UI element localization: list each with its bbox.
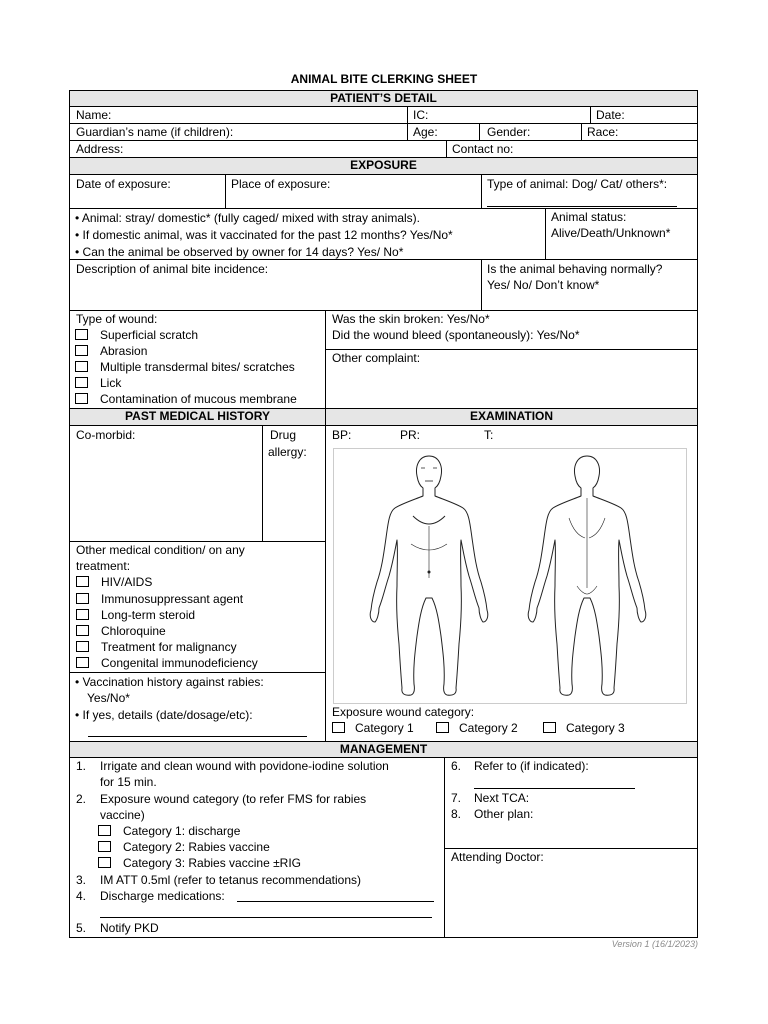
checkbox[interactable] [75,361,88,372]
checkbox[interactable] [75,329,88,340]
checkbox[interactable] [98,857,111,868]
drug-allergy-label-2: allergy: [268,445,307,459]
exam-category-3[interactable]: Category 3 [543,720,625,736]
exam-category-1[interactable]: Category 1 [332,720,414,736]
checkbox[interactable] [76,657,89,668]
date-of-exposure-field[interactable]: Date of exposure: [76,177,171,191]
observed-bullet: • Can the animal be observed by owner for 14 days? Yes/ No* [75,245,404,259]
mgmt-item-4: Discharge medications: [100,889,225,903]
mgmt-item-4-number: 4. [76,889,87,903]
condition-immunosuppressant[interactable]: Immunosuppressant agent [76,591,243,607]
guardian-name-field[interactable]: Guardian’s name (if children): [76,125,234,139]
discharge-medications-blank-2[interactable] [100,905,432,918]
checkbox[interactable] [76,641,89,652]
vaccinated-bullet: • If domestic animal, was it vaccinated for the past 12 months? Yes/No* [75,228,453,242]
temperature-field[interactable]: T: [484,428,494,442]
checkbox[interactable] [436,722,449,733]
mgmt-item-6-number: 6. [451,759,462,773]
mgmt-category-3[interactable]: Category 3: Rabies vaccine ±RIG [98,855,301,871]
pr-field[interactable]: PR: [400,428,421,442]
attending-doctor-field[interactable]: Attending Doctor: [451,850,544,864]
animal-type-bullet: • Animal: stray/ domestic* (fully caged/ mixed with stray animals). [75,211,420,225]
type-of-animal-field[interactable]: Type of animal: Dog/ Cat/ others*: [487,177,668,191]
mgmt-item-1-line-1: Irrigate and clean wound with povidone-iodine solution [100,759,389,773]
contact-field[interactable]: Contact no: [452,142,514,156]
type-of-animal-blank[interactable] [487,194,677,207]
exam-category-2[interactable]: Category 2 [436,720,518,736]
checkbox[interactable] [76,625,89,636]
race-field[interactable]: Race: [587,125,619,139]
address-field[interactable]: Address: [76,142,124,156]
mgmt-item-5-number: 5. [76,921,87,935]
animal-status-label: Animal status: [551,210,627,224]
wound-option-superficial-scratch[interactable]: Superficial scratch [75,327,198,343]
condition-malignancy[interactable]: Treatment for malignancy [76,639,237,655]
wound-option-abrasion[interactable]: Abrasion [75,343,147,359]
examination-header: EXAMINATION [326,409,697,425]
checkbox[interactable] [75,377,88,388]
age-field[interactable]: Age: [413,125,438,139]
checkbox[interactable] [75,393,88,404]
mgmt-item-1-number: 1. [76,759,87,773]
comorbid-field[interactable]: Co-morbid: [76,428,136,442]
ic-field[interactable]: IC: [413,108,429,122]
name-field[interactable]: Name: [76,108,112,122]
checkbox[interactable] [332,722,345,733]
behaving-question: Is the animal behaving normally? [487,262,663,276]
rabies-vaccination-question: • Vaccination history against rabies: [75,675,264,689]
wound-option-mucous-membrane[interactable]: Contamination of mucous membrane [75,391,297,407]
checkbox[interactable] [76,609,89,620]
other-plan-field[interactable]: Other plan: [474,807,534,821]
next-tca-field[interactable]: Next TCA: [474,791,530,805]
refer-to-field: Refer to (if indicated): [474,759,589,773]
discharge-medications-blank[interactable] [237,889,434,902]
bite-description-field[interactable]: Description of animal bite incidence: [76,262,269,276]
checkbox[interactable] [76,593,89,604]
animal-status-options: Alive/Death/Unknown* [551,226,671,240]
date-field[interactable]: Date: [596,108,625,122]
gender-field[interactable]: Gender: [487,125,531,139]
mgmt-item-3-number: 3. [76,873,87,887]
condition-congenital-immunodeficiency[interactable]: Congenital immunodeficiency [76,655,258,671]
clerking-form [69,90,698,938]
rabies-vaccination-details-label: • If yes, details (date/dosage/etc): [75,708,253,722]
checkbox[interactable] [76,576,89,587]
rabies-vaccination-options: Yes/No* [87,691,130,705]
condition-chloroquine[interactable]: Chloroquine [76,623,166,639]
mgmt-item-8-number: 8. [451,807,462,821]
skin-broken-question: Was the skin broken: Yes/No* [332,312,490,326]
mgmt-item-3: IM ATT 0.5ml (refer to tetanus recommendations) [100,873,361,887]
mgmt-category-1[interactable]: Category 1: discharge [98,823,240,839]
mgmt-item-2-number: 2. [76,792,87,806]
mgmt-item-7-number: 7. [451,791,462,805]
patient-detail-header: PATIENT’S DETAIL [70,91,697,106]
place-of-exposure-field[interactable]: Place of exposure: [231,177,331,191]
version-label: Version 1 (16/1/2023) [611,939,698,949]
wound-option-multiple-bites[interactable]: Multiple transdermal bites/ scratches [75,359,295,375]
checkbox[interactable] [543,722,556,733]
wound-bleed-question: Did the wound bleed (spontaneously): Yes/No* [332,328,580,342]
other-condition-label-2: treatment: [76,559,131,573]
checkbox[interactable] [98,825,111,836]
type-of-wound-label: Type of wound: [76,312,158,326]
mgmt-item-2-line-1: Exposure wound category (to refer FMS for rabies [100,792,367,806]
checkbox[interactable] [75,345,88,356]
wound-option-lick[interactable]: Lick [75,375,121,391]
checkbox[interactable] [98,841,111,852]
mgmt-item-2-line-2: vaccine) [100,808,145,822]
sheet-title: ANIMAL BITE CLERKING SHEET [290,72,478,86]
behaving-options: Yes/ No/ Don’t know* [487,278,600,292]
condition-hiv[interactable]: HIV/AIDS [76,574,152,590]
past-medical-history-header: PAST MEDICAL HISTORY [70,409,325,425]
condition-long-term-steroid[interactable]: Long-term steroid [76,607,195,623]
other-condition-label-1: Other medical condition/ on any [76,543,245,557]
body-diagram-image[interactable] [333,448,687,704]
drug-allergy-label-1: Drug [270,428,297,442]
management-header: MANAGEMENT [70,742,697,757]
mgmt-category-2[interactable]: Category 2: Rabies vaccine [98,839,270,855]
exposure-wound-category-label: Exposure wound category: [332,705,475,719]
bp-field[interactable]: BP: [332,428,352,442]
vaccination-details-blank[interactable] [88,724,307,737]
exposure-header: EXPOSURE [70,158,697,174]
refer-to-blank[interactable] [474,776,635,789]
mgmt-item-5: Notify PKD [100,921,159,935]
mgmt-item-1-line-2: for 15 min. [100,775,157,789]
other-complaint-field[interactable]: Other complaint: [332,351,421,365]
